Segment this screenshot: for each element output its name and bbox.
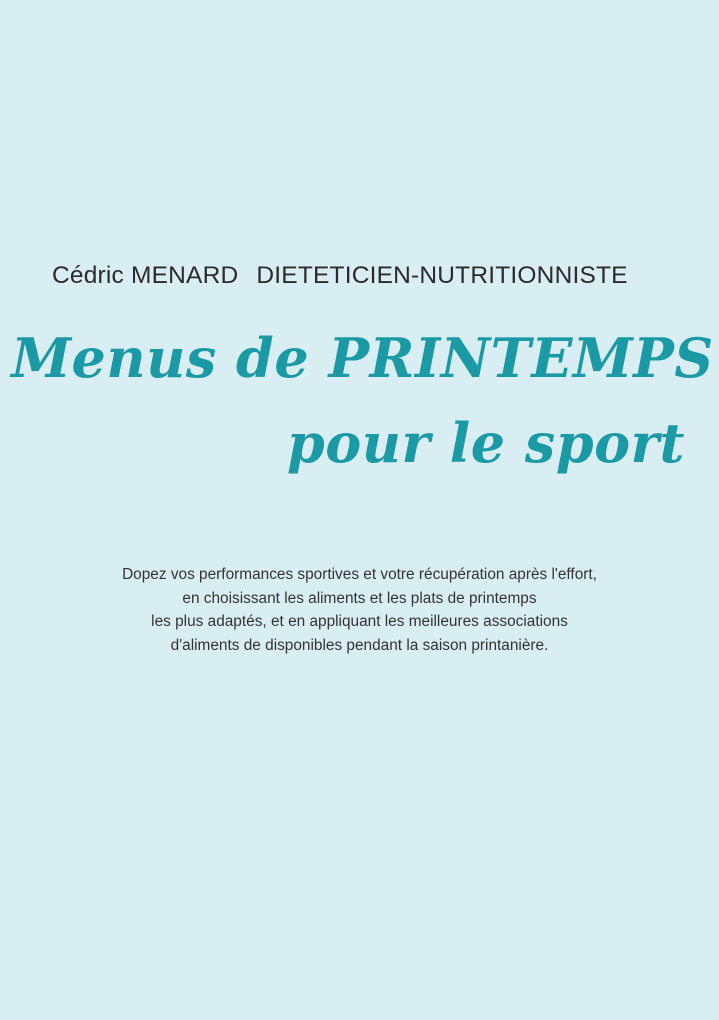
title-line-2: pour le sport bbox=[286, 410, 685, 475]
subtitle-line-3: les plus adaptés, et en appliquant les meilleures associations bbox=[151, 613, 568, 631]
author-line bbox=[52, 262, 682, 290]
subtitle-line-1: Dopez vos performances sportives et votre récupération après l'effort, bbox=[122, 566, 597, 583]
subtitle-block bbox=[0, 563, 719, 657]
subtitle-line-4: d'aliments de disponibles pendant la saison printanière. bbox=[170, 636, 549, 654]
author-name: Cédric MENARD bbox=[52, 262, 239, 289]
subtitle-line-2: en choisissant les aliments et les plats de printemps bbox=[182, 589, 537, 607]
author-role: DIETETICIEN-NUTRITIONNISTE bbox=[256, 262, 628, 289]
title-line-1: Menus de PRINTEMPS bbox=[11, 326, 714, 390]
page-title bbox=[0, 326, 719, 475]
